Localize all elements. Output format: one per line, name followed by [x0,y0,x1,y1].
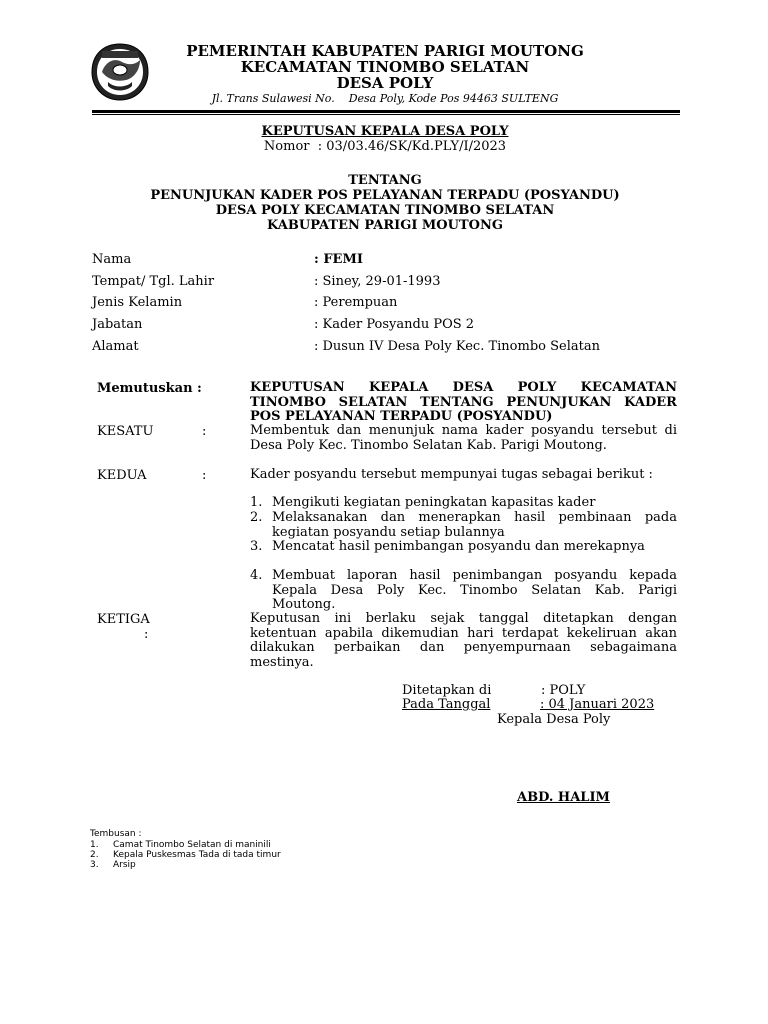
decree-title: KEPUTUSAN KEPALA DESA POLY [261,124,509,139]
decree-number: Nomor : 03/03.46/SK/Kd.PLY/I/2023 [263,139,507,154]
kedua-item-num-3: 3. [250,539,263,554]
kedua-item-num-1: 1. [250,495,263,510]
cc-item-text-2: Kepala Puskesmas Tada di tada timur [113,850,281,860]
kedua-label: KEDUA [97,468,147,483]
identity-birth-value: : Siney, 29-01-1993 [314,274,441,289]
identity-gender-value: : Perempuan [314,295,398,310]
header-government: PEMERINTAH KABUPATEN PARIGI MOUTONG [186,42,584,60]
identity-address-value: : Dusun IV Desa Poly Kec. Tinombo Selatan [314,339,600,354]
identity-position-value: : Kader Posyandu POS 2 [314,317,475,332]
decree-subject-line2: DESA POLY KECAMATAN TINOMBO SELATAN [215,203,555,218]
header-address: Jl. Trans Sulawesi No. Desa Poly, Kode Pos 94463 SULTENG [211,92,559,105]
memutuskan-text: KEPUTUSAN KEPALA DESA POLY KECAMATAN TINOMBO SELATAN TENTANG PENUNJUKAN KADER POS PELAYANAN TERPADU (POSYANDU) [250,380,677,424]
identity-birth-label: Tempat/ Tgl. Lahir [92,274,215,289]
kedua-item-text-2: Melaksanakan dan menerapkan hasil pembinaan pada kegiatan posyandu setiap bulannya [272,510,677,540]
kesatu-label: KESATU [97,424,154,439]
kedua-item-num-4: 4. [250,568,263,583]
identity-name-value: : FEMI [314,252,363,267]
signature-date-label: Pada Tanggal [402,697,491,712]
header-village: DESA POLY [336,74,434,92]
memutuskan-label: Memutuskan : [97,381,202,396]
decree-about: TENTANG [348,173,422,188]
kedua-item-text-1: Mengikuti kegiatan peningkatan kapasitas kader [272,495,596,510]
decree-subject-line3: KABUPATEN PARIGI MOUTONG [267,218,503,233]
regency-seal-logo [88,42,152,102]
identity-name-label: Nama [92,252,132,267]
ketiga-text: Keputusan ini berlaku sejak tanggal ditetapkan dengan ketentuan apabila dikemudian hari terdapat kekeliruan akan dilakukan perbaikan dan penyempurnaan sebagaimana mestinya. [250,611,677,670]
cc-item-num-3: 3. [90,860,99,870]
ketiga-label: KETIGA [97,612,150,627]
kedua-item-text-4: Membuat laporan hasil penimbangan posyandu kepada Kepala Desa Poly Kec. Tinombo Selatan Kab. Parigi Moutong. [272,568,677,612]
header-rule-thick [92,110,680,113]
kedua-item-text-3: Mencatat hasil penimbangan posyandu dan merekapnya [272,539,645,554]
header-rule-thin [92,114,680,115]
cc-title: Tembusan : [90,829,142,839]
cc-item-num-2: 2. [90,850,99,860]
identity-gender-label: Jenis Kelamin [92,295,183,310]
kesatu-text: Membentuk dan menunjuk nama kader posyandu tersebut di Desa Poly Kec. Tinombo Selatan Kab. Parigi Moutong. [250,423,677,453]
signature-name: ABD. HALIM [517,790,610,805]
kedua-colon: : [202,468,207,483]
signature-position: Kepala Desa Poly [497,712,611,727]
identity-address-label: Alamat [92,339,139,354]
signature-place-value: : POLY [541,683,586,698]
cc-item-text-1: Camat Tinombo Selatan di maninili [113,840,271,850]
ketiga-colon: : [144,627,149,642]
cc-item-num-1: 1. [90,840,99,850]
kesatu-colon: : [202,424,207,439]
kedua-item-num-2: 2. [250,510,263,525]
signature-date-value: : 04 Januari 2023 [540,697,655,712]
cc-item-text-3: Arsip [113,860,136,870]
identity-position-label: Jabatan [92,317,143,332]
kedua-text: Kader posyandu tersebut mempunyai tugas sebagai berikut : [250,467,653,482]
decree-subject-line1: PENUNJUKAN KADER POS PELAYANAN TERPADU (POSYANDU) [150,188,620,203]
signature-place-label: Ditetapkan di [402,683,492,698]
header-district: KECAMATAN TINOMBO SELATAN [240,58,530,76]
